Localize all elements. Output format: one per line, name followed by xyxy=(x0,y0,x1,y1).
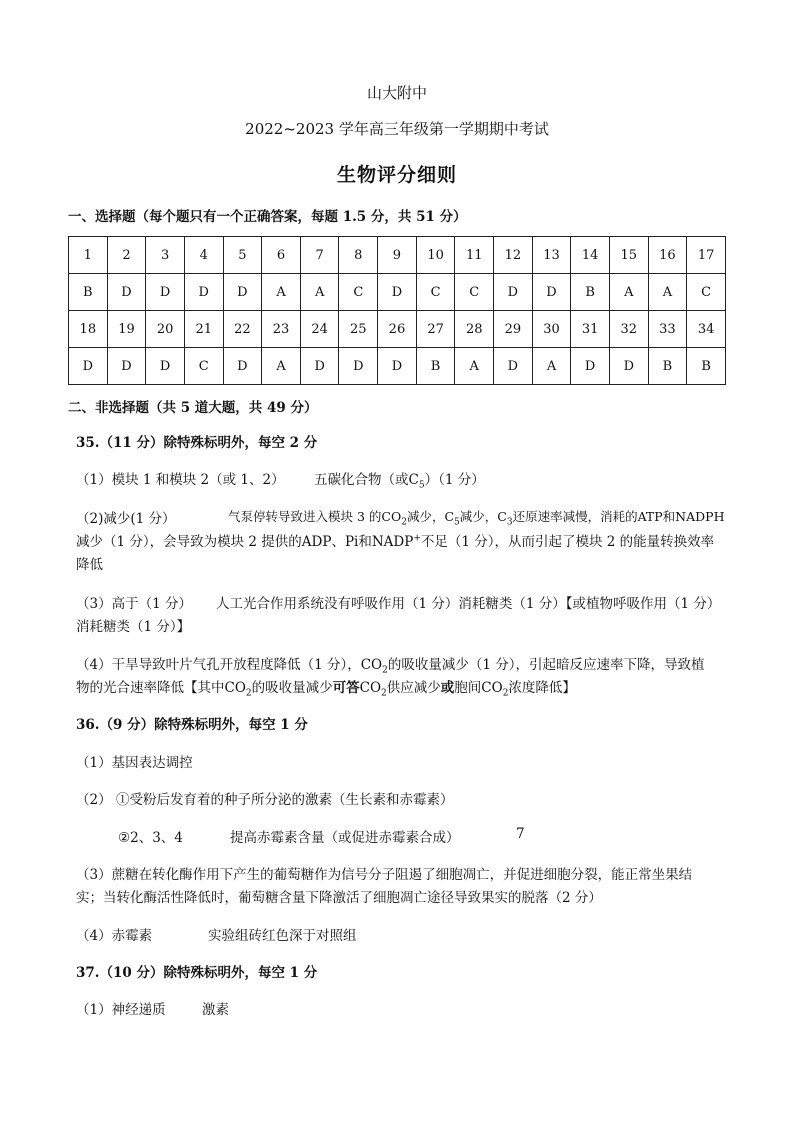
answer-cell: D xyxy=(146,274,185,311)
answer-cell: A xyxy=(262,274,301,311)
q35-heading: 35.（11 分）除特殊标明外，每空 2 分 xyxy=(76,435,318,451)
q37-answer1-right: 激素 xyxy=(202,1002,229,1018)
question-number-cell: 11 xyxy=(455,237,494,274)
question-number-cell: 20 xyxy=(146,311,185,348)
question-number-cell: 1 xyxy=(69,237,108,274)
answer-cell: D xyxy=(300,348,339,385)
q36-answer4-left: （4）赤霉素 xyxy=(76,928,153,944)
q35-answer2-left: （2)减少(1 分） xyxy=(76,511,176,527)
q36-answer2-line2a: ②2、3、4 xyxy=(118,830,183,846)
q35-answer4-line1: （4）干旱导致叶片气孔开放程度降低（1 分），$CO_2$的吸收量减少（1 分），引起暗反应速率下降，导致植 xyxy=(76,657,705,676)
question-number-cell: 28 xyxy=(455,311,494,348)
q35-answer1-right: 五碳化合物（或$C_5)(1$ 分） xyxy=(314,472,485,491)
question-number-cell: 24 xyxy=(300,311,339,348)
question-number-cell: 16 xyxy=(648,237,687,274)
question-number-row xyxy=(69,237,726,274)
q36-answer4-right: 实验组砖红色深于对照组 xyxy=(208,928,357,944)
answer-cell: B xyxy=(69,274,108,311)
question-number-cell: 7 xyxy=(300,237,339,274)
question-number-cell: 32 xyxy=(609,311,648,348)
question-number-cell: 30 xyxy=(532,311,571,348)
answer-cell: A xyxy=(609,274,648,311)
question-number-cell: 10 xyxy=(416,237,455,274)
question-number-cell: 23 xyxy=(262,311,301,348)
q35-answer3-right: 人工光合作用系统没有呼吸作用（1 分）消耗糖类（1 分）【或植物呼吸作用（1 分） xyxy=(216,596,721,612)
q36-answer2-line1: ①受粉后发育着的种子所分泌的激素（生长素和赤霉素） xyxy=(116,792,454,808)
question-number-cell: 5 xyxy=(223,237,262,274)
answer-cell: A xyxy=(648,274,687,311)
answer-cell: A xyxy=(532,348,571,385)
q36-answer3-line1: （3）蔗糖在转化酶作用下产生的葡萄糖作为信号分子阻遏了细胞凋亡，并促进细胞分裂，能正常坐果结 xyxy=(76,867,693,883)
answer-cell: C xyxy=(184,348,223,385)
answer-row xyxy=(69,348,726,385)
answer-cell: D xyxy=(494,274,533,311)
q35-answer2-line1: 气泵停转导致进入模块 3 的$CO_2$减少，$C_5$减少，$C_3$还原速率减慢，消耗的ATP和NADPH xyxy=(228,509,725,528)
question-number-cell: 15 xyxy=(609,237,648,274)
answer-cell: D xyxy=(107,274,146,311)
q36-answer3-line2: 实；当转化酶活性降低时，葡萄糖含量下降激活了细胞凋亡途径导致果实的脱落（2 分） xyxy=(76,890,602,906)
question-number-cell: 3 xyxy=(146,237,185,274)
answer-cell: C xyxy=(687,274,726,311)
answer-row xyxy=(69,274,726,311)
q36-answer2-line2b: 提高赤霉素含量（或促进赤霉素合成） xyxy=(230,830,460,846)
question-number-cell: 18 xyxy=(69,311,108,348)
answer-cell: D xyxy=(494,348,533,385)
q36-answer2-left: （2） xyxy=(76,792,112,808)
answer-cell: D xyxy=(378,348,417,385)
q35-answer1-left: （1）模块 1 和模块 2（或 1、2） xyxy=(76,472,285,488)
question-number-cell: 12 xyxy=(494,237,533,274)
q36-answer2-line2c: 7 xyxy=(516,826,525,842)
answer-cell: B xyxy=(687,348,726,385)
section1-heading: 一、选择题（每个题只有一个正确答案，每题 1.5 分，共 51 分） xyxy=(68,209,467,225)
question-number-cell: 29 xyxy=(494,311,533,348)
answer-cell: D xyxy=(609,348,648,385)
answer-cell: A xyxy=(262,348,301,385)
question-number-cell: 19 xyxy=(107,311,146,348)
answer-cell: D xyxy=(571,348,610,385)
answer-cell: C xyxy=(339,274,378,311)
question-number-cell: 27 xyxy=(416,311,455,348)
question-number-cell: 13 xyxy=(532,237,571,274)
q35-answer2-line3: 降低 xyxy=(76,557,103,573)
question-number-cell: 8 xyxy=(339,237,378,274)
answer-cell: D xyxy=(184,274,223,311)
q37-answer1-left: （1）神经递质 xyxy=(76,1002,166,1018)
answer-cell: B xyxy=(571,274,610,311)
q36-heading: 36.（9 分）除特殊标明外，每空 1 分 xyxy=(76,717,308,733)
answer-cell: D xyxy=(532,274,571,311)
q35-answer2-line2: 减少（1 分），会导致为模块 2 提供的ADP、Pi和NADP+不足（1 分），从而引起了模块 2 的能量转换效率 xyxy=(76,533,715,550)
answer-cell: D xyxy=(146,348,185,385)
question-number-cell: 22 xyxy=(223,311,262,348)
q35-answer3-line2: 消耗糖类（1 分）】 xyxy=(76,619,191,635)
question-number-cell: 31 xyxy=(571,311,610,348)
answer-cell: D xyxy=(69,348,108,385)
question-number-cell: 33 xyxy=(648,311,687,348)
document-title: 生物评分细则 xyxy=(336,164,457,186)
answer-cell: A xyxy=(300,274,339,311)
q35-answer3-left: （3）高于（1 分） xyxy=(76,596,192,612)
question-number-cell: 34 xyxy=(687,311,726,348)
answer-cell: D xyxy=(378,274,417,311)
question-number-row xyxy=(69,311,726,348)
answer-cell: C xyxy=(416,274,455,311)
answer-cell: A xyxy=(455,348,494,385)
answer-cell: B xyxy=(648,348,687,385)
question-number-cell: 4 xyxy=(184,237,223,274)
question-number-cell: 25 xyxy=(339,311,378,348)
question-number-cell: 6 xyxy=(262,237,301,274)
question-number-cell: 2 xyxy=(107,237,146,274)
answer-cell: B xyxy=(416,348,455,385)
question-number-cell: 21 xyxy=(184,311,223,348)
answer-cell: C xyxy=(455,274,494,311)
q37-heading: 37.（10 分）除特殊标明外，每空 1 分 xyxy=(76,965,318,981)
section2-heading: 二、非选择题（共 5 道大题，共 49 分） xyxy=(68,400,318,416)
question-number-cell: 17 xyxy=(687,237,726,274)
answer-table xyxy=(68,236,726,385)
question-number-cell: 9 xyxy=(378,237,417,274)
answer-cell: D xyxy=(223,348,262,385)
school-name: 山大附中 xyxy=(366,84,427,102)
answer-cell: D xyxy=(223,274,262,311)
answer-cell: D xyxy=(339,348,378,385)
question-number-cell: 14 xyxy=(571,237,610,274)
q36-answer1: （1）基因表达调控 xyxy=(76,755,193,771)
question-number-cell: 26 xyxy=(378,311,417,348)
exam-title: 2022~2023 学年高三年级第一学期期中考试 xyxy=(245,120,549,138)
answer-cell: D xyxy=(107,348,146,385)
q35-answer4-line2: 物的光合速率降低【其中$CO_2$的吸收量减少可答$CO_2$供应减少或胞间$CO_2$浓度降低】 xyxy=(76,680,576,699)
